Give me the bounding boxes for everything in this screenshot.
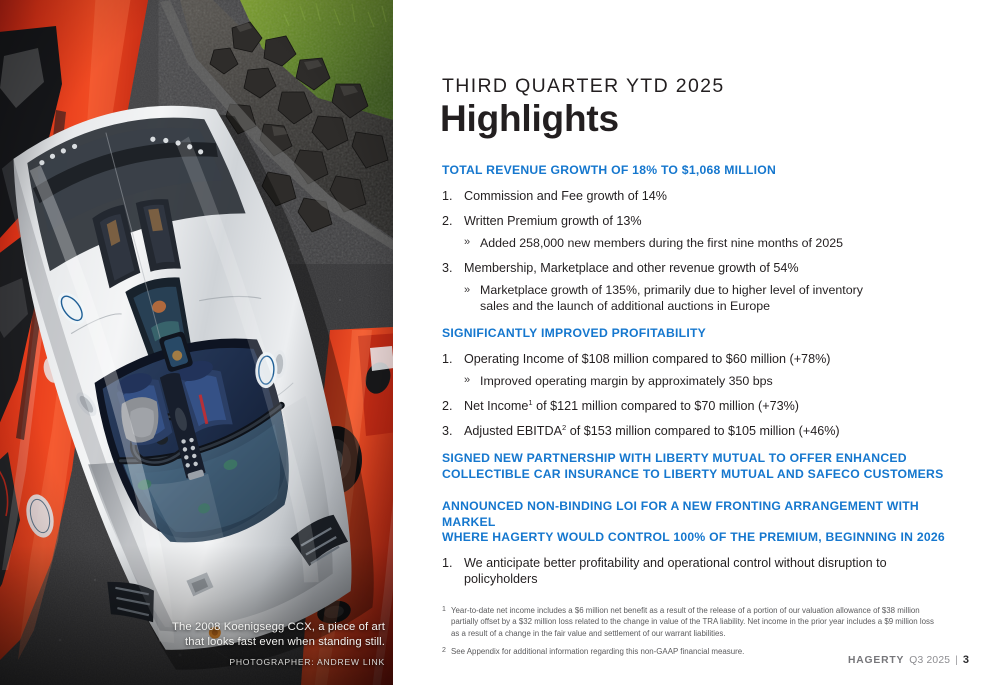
sub-bullet-list — [464, 374, 962, 390]
sub-bullet-list — [464, 236, 962, 252]
highlight-section — [442, 163, 962, 314]
hero-photograph — [0, 0, 393, 685]
footnote-marker: 1 — [442, 606, 446, 613]
sub-list-item-line: Marketplace growth of 135%, primarily due to higher level of inventory — [480, 283, 863, 297]
list-item-marker: 1. — [442, 351, 453, 366]
list-item-text: Commission and Fee growth of 14% — [464, 188, 667, 203]
sub-list-item — [464, 236, 962, 252]
sub-bullet-marker-icon: » — [464, 236, 471, 248]
section-heading-line: ANNOUNCED NON-BINDING LOI FOR A NEW FRONTING ARRANGEMENT WITH MARKEL — [442, 499, 919, 529]
list-item — [442, 188, 962, 204]
footnote-line: partially offset by a $32 million loss related to the change in value of the TRA liability. Net income in the prior year includes a $9 million loss — [451, 617, 934, 627]
section-heading-line: SIGNED NEW PARTNERSHIP WITH LIBERTY MUTUAL TO OFFER ENHANCED — [442, 451, 907, 465]
section-heading-line: SIGNIFICANTLY IMPROVED PROFITABILITY — [442, 326, 707, 340]
footnote-reference: 1 — [528, 397, 533, 407]
footer-separator: | — [955, 655, 958, 666]
photo-credit: PHOTOGRAPHER: ANDREW LINK — [229, 657, 385, 667]
photo-caption-line-2: that looks fast even when standing still. — [184, 635, 385, 648]
list-item — [442, 555, 962, 587]
numbered-list — [442, 555, 962, 587]
list-item-text — [464, 424, 840, 438]
footnote-reference: 2 — [562, 422, 567, 432]
sub-list-item-line: sales and the launch of additional auctions in Europe — [480, 298, 771, 313]
footnote-line: See Appendix for additional information regarding this non-GAAP financial measure. — [451, 647, 745, 657]
list-item — [442, 351, 962, 390]
footer-brand — [848, 654, 969, 666]
sub-list-item — [464, 283, 962, 314]
sub-bullet-marker-icon: » — [464, 283, 471, 296]
content-panel — [393, 0, 1000, 685]
footnote — [442, 605, 952, 639]
list-item — [442, 398, 962, 414]
list-item — [442, 213, 962, 252]
list-item — [442, 423, 962, 439]
section-heading-line: COLLECTIBLE CAR INSURANCE TO LIBERTY MUTUAL AND SAFECO CUSTOMERS — [442, 466, 944, 481]
photo-caption-line-1: The 2008 Koenigsegg CCX, a piece of art — [171, 621, 385, 633]
sub-list-item-line: Added 258,000 new members during the first nine months of 2025 — [480, 235, 843, 250]
list-item-marker: 2. — [442, 399, 453, 413]
list-item-marker: 3. — [442, 424, 453, 438]
list-item-marker: 3. — [442, 261, 453, 275]
list-item-text-pre: Adjusted EBITDA — [464, 424, 562, 438]
list-item — [442, 260, 962, 314]
highlight-section — [442, 326, 962, 439]
list-item-marker: 1. — [442, 188, 453, 203]
list-item-marker: 2. — [442, 213, 453, 228]
footnote-line: as a result of a change in the fair value and settlement of our warrant liabilities. — [451, 628, 726, 638]
section-heading — [442, 326, 962, 342]
sub-bullet-marker-icon: » — [464, 374, 471, 386]
list-item-text: We anticipate better profitability and operational control without disruption to policyholders — [464, 555, 887, 586]
section-heading-line: TOTAL REVENUE GROWTH OF 18% TO $1,068 MILLION — [442, 163, 777, 177]
numbered-list — [442, 351, 962, 440]
page-title: Highlights — [440, 98, 619, 139]
koenigsegg-ccx-photo-illustration — [0, 0, 393, 685]
list-item-text-post: of $121 million compared to $70 million (+73%) — [532, 399, 799, 413]
section-heading — [442, 163, 962, 179]
highlight-section — [442, 451, 962, 482]
footer-brand-name: HAGERTY — [847, 655, 905, 666]
list-item-text: Operating Income of $108 million compared to $60 million (+78%) — [464, 351, 831, 366]
list-item-text: Membership, Marketplace and other revenue growth of 54% — [464, 261, 799, 275]
sub-list-item-line: Improved operating margin by approximately 350 bps — [480, 373, 773, 388]
page-number: 3 — [962, 654, 969, 666]
highlight-section — [442, 499, 962, 587]
list-item-text-pre: Net Income — [464, 399, 529, 413]
list-item-text — [464, 399, 799, 413]
footnote-marker: 2 — [442, 647, 446, 655]
footnote-line: Year-to-date net income includes a $6 million net benefit as a result of the release of a portion of our valuation allowance of $38 million — [451, 606, 920, 615]
footnotes — [442, 605, 952, 658]
footer-period: Q3 2025 — [909, 655, 951, 666]
list-item-text: Written Premium growth of 13% — [464, 213, 642, 228]
slide-eyebrow: THIRD QUARTER YTD 2025 — [442, 75, 725, 97]
list-item-marker: 1. — [442, 555, 453, 570]
sub-bullet-list — [464, 283, 962, 314]
section-heading-line: WHERE HAGERTY WOULD CONTROL 100% OF THE PREMIUM, BEGINNING IN 2026 — [442, 530, 945, 544]
numbered-list — [442, 188, 962, 315]
list-item-text-post: of $153 million compared to $105 million (+46%) — [566, 424, 840, 438]
highlights-body — [442, 163, 962, 599]
section-heading — [442, 499, 962, 546]
sub-list-item — [464, 374, 962, 390]
section-heading — [442, 451, 962, 482]
